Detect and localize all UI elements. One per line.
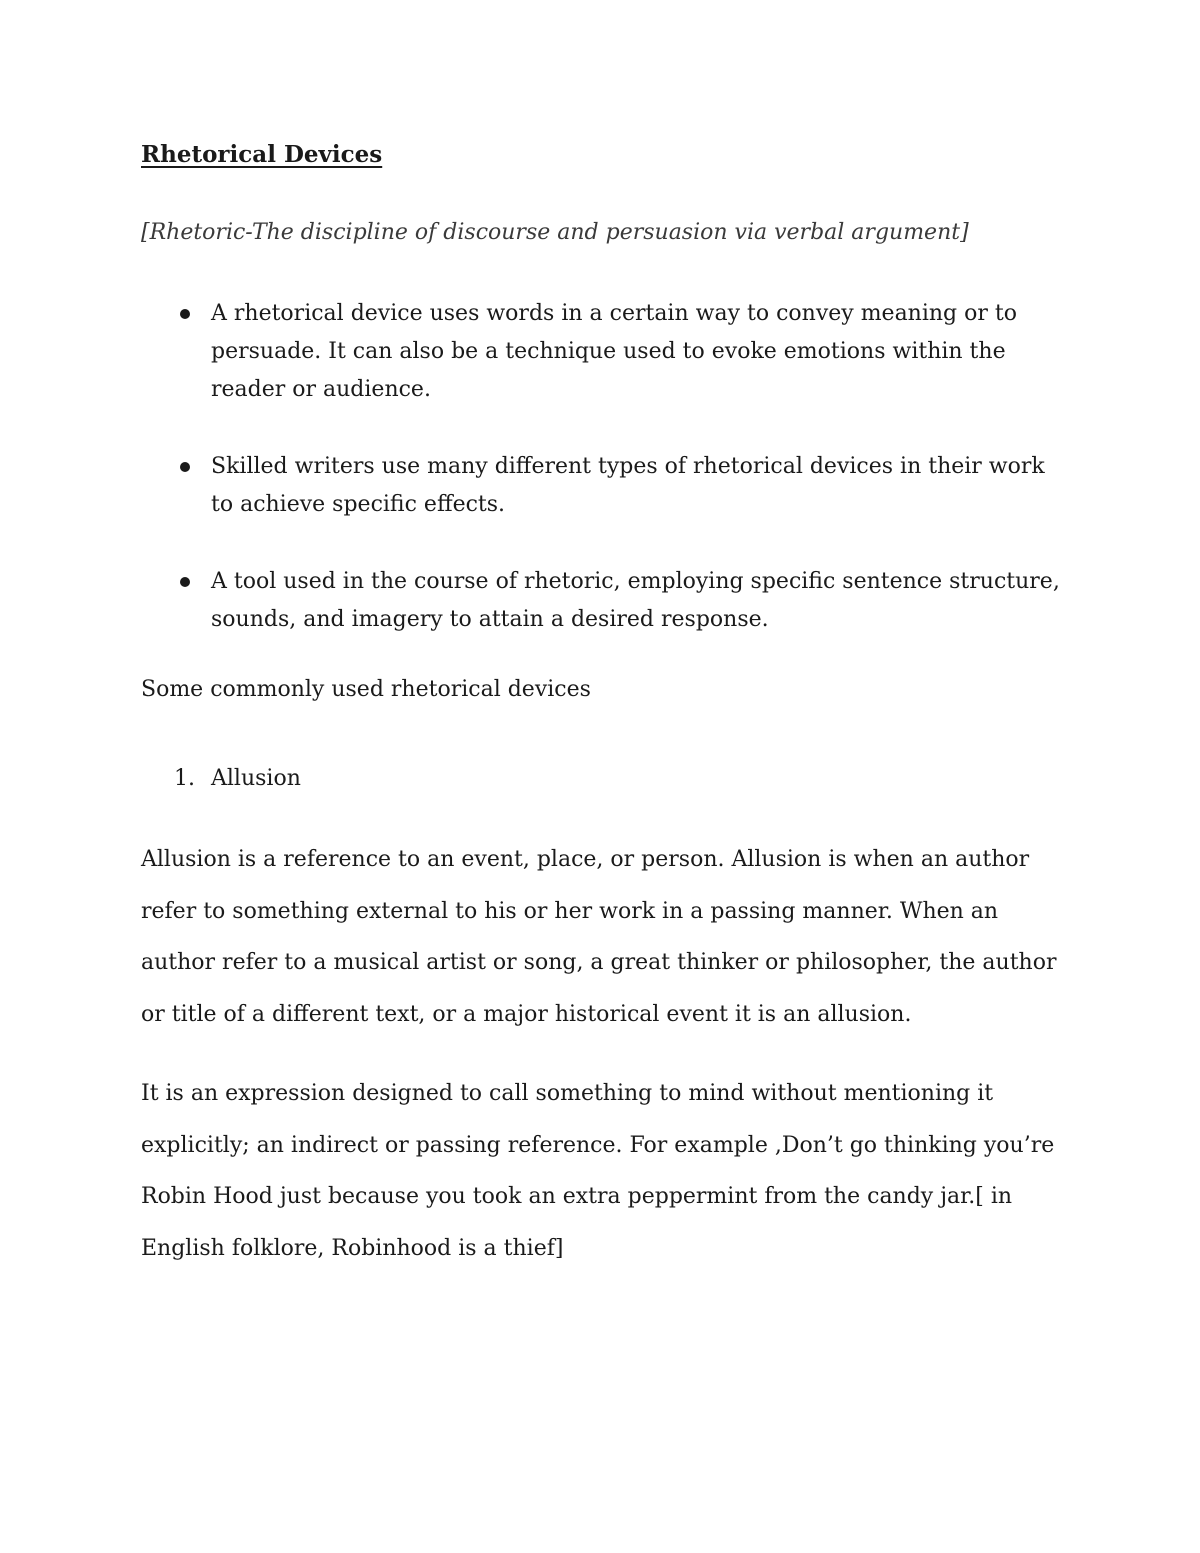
bullet-item (141, 295, 1071, 409)
bullet-item (141, 563, 1071, 639)
bullet-dot-icon (180, 577, 190, 587)
list-label: Allusion (211, 766, 301, 791)
bullet-dot-icon (180, 309, 190, 319)
bullet-text: A rhetorical device uses words in a certain way to convey meaning or to persuade. It can also be a technique used to evoke emotions within the reader or audience. (211, 301, 1017, 402)
list-number: 1. (174, 766, 195, 791)
allusion-paragraph: Allusion is a reference to an event, place, or person. Allusion is when an author refer to something external to his or her work in a passing manner. When an author refer to a musical artist or song, a great thinker or philosopher, the author or title of a different text, or a major historical event it is an allusion. (141, 847, 1057, 1027)
bullet-text: Skilled writers use many different types of rhetorical devices in their work to achieve specific effects. (211, 454, 1045, 517)
bullet-text: A tool used in the course of rhetoric, employing specific sentence structure, sounds, and imagery to attain a desired response. (211, 569, 1060, 632)
allusion-example-paragraph: It is an expression designed to call something to mind without mentioning it explicitly; an indirect or passing reference. For example ,Don’t go thinking you’re Robin Hood just because you took an extra peppermint from the candy jar.[ in English folklore, Robinhood is a thief] (141, 1081, 1055, 1261)
section-lead: Some commonly used rhetorical devices (141, 677, 591, 702)
bullet-dot-icon (180, 462, 190, 472)
numbered-item-allusion (141, 766, 301, 791)
document-title: Rhetorical Devices (141, 141, 383, 168)
bullet-list (141, 295, 1071, 678)
bullet-item (141, 448, 1071, 524)
rhetoric-definition: [Rhetoric-The discipline of discourse and persuasion via verbal argument] (141, 220, 969, 245)
